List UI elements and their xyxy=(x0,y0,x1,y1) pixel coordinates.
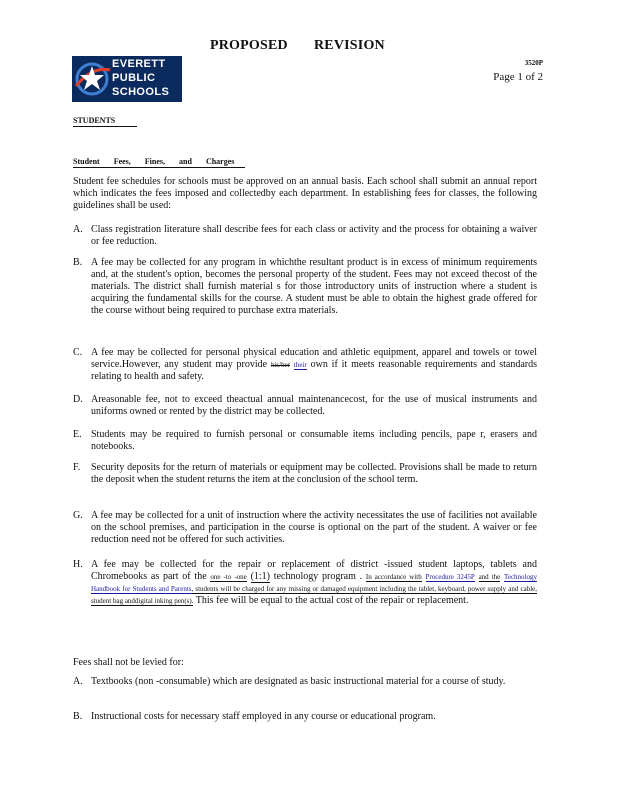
subheading-word: Fines, xyxy=(144,157,166,166)
list-item xyxy=(73,224,537,248)
logo-line-2: PUBLIC xyxy=(112,72,156,84)
item-text xyxy=(91,559,537,607)
item-text: Areasonable fee, not to exceed theactual annual maintenancecost, for the use of musical instruments and uniforms owned or rented by the district may be collected. xyxy=(91,394,537,418)
list-item xyxy=(73,711,537,723)
policy-number: 3520P xyxy=(524,59,543,67)
list-item xyxy=(73,394,537,418)
item-letter: H. xyxy=(73,559,83,570)
logo-line-3: SCHOOLS xyxy=(112,86,170,98)
inserted-text: In accordance with xyxy=(365,573,422,582)
item-letter: C. xyxy=(73,347,83,358)
item-letter: A. xyxy=(73,676,83,687)
subheading xyxy=(73,157,245,168)
item-text: Instructional costs for necessary staff employed in any course or educational program. xyxy=(91,711,436,722)
list-item xyxy=(73,510,537,546)
item-text-part: technology program . xyxy=(270,571,366,583)
list-item xyxy=(73,559,537,607)
item-text: Textbooks (non -consumable) which are designated as basic instructional material for a course of study. xyxy=(91,676,506,687)
item-text: Class registration literature shall describe fees for each class or activity and the process for obtaining a waiver or fee reduction. xyxy=(91,224,537,248)
list-item xyxy=(73,347,537,383)
underlined-text: one -to -one xyxy=(210,573,247,582)
procedure-link[interactable]: Procedure 3245P xyxy=(425,573,475,582)
subheading-word: and xyxy=(179,157,192,166)
inserted-text: and the xyxy=(478,573,501,582)
list-item xyxy=(73,429,537,453)
list-item xyxy=(73,257,537,317)
subheading-word: Student xyxy=(73,157,100,166)
item-text-part: A fee may be collected for the repair or replacement of district -issued student laptops, tablets and Chromebooks as part of the xyxy=(91,559,537,583)
item-letter: A. xyxy=(73,224,83,235)
title-revision: REVISION xyxy=(314,38,385,53)
underlined-text: (1:1) xyxy=(250,571,271,583)
list-item xyxy=(73,676,537,688)
page-number: Page 1 of 2 xyxy=(493,71,543,83)
subheading-word: Charges xyxy=(205,157,235,166)
everett-public-schools-logo xyxy=(72,56,182,102)
intro-paragraph: Student fee schedules for schools must be approved on an annual basis. Each school shall submit an annual report which indicates the fees imposed and collectedby each department. In establishing fees for classes, the following guidelines shall be used: xyxy=(73,176,537,211)
deleted-text: his/her xyxy=(270,361,291,370)
item-letter: G. xyxy=(73,510,83,521)
item-letter: D. xyxy=(73,394,83,405)
star-swoosh-icon xyxy=(72,56,112,102)
list-item xyxy=(73,462,537,486)
item-letter: F. xyxy=(73,462,81,473)
subheading-word: Fees, xyxy=(113,157,131,166)
inserted-text: , students will be charged for any missing or damaged equipment including the tablet, keyboard, power supply and cable, student bag anddigital inking pen(s). xyxy=(91,585,537,606)
item-text: A fee may be collected for any program in whichthe resultant product is in excess of minimum requirements and, at the student's option, becomes the personal property of the student. Fees may not exceed thecost of the materials. The district shall furnish material s for those introductory units of instruction where a student is acquiring the fundamental skills for the course. A student must be able to obtain the highest grade offered for the course without being required to purchase extra materials. xyxy=(91,257,537,317)
item-text: Students may be required to furnish personal or consumable items including pencils, pape r, erasers and notebooks. xyxy=(91,429,537,453)
item-letter: B. xyxy=(73,711,83,722)
technology-handbook-link[interactable]: Technology Handbook for Students and Parents xyxy=(91,573,537,594)
inserted-text: their xyxy=(293,361,307,370)
item-text-part: own if it meets reasonable requirements and standards relating to health and safety. xyxy=(91,359,538,383)
item-text xyxy=(91,347,537,383)
title-proposed: PROPOSED xyxy=(210,38,288,53)
item-text: Security deposits for the return of materials or equipment may be collected. Provisions shall be made to return the deposit when the student returns the item at the conclusion of the school term. xyxy=(91,462,537,486)
item-text-part: A fee may be collected for personal physical education and athletic equipment, apparel and towels or towel service.However, any student may provide xyxy=(91,347,537,371)
item-text-part: This fee will be equal to the actual cost of the repair or replacement. xyxy=(193,595,469,607)
item-letter: B. xyxy=(73,257,83,268)
not-levied-heading: Fees shall not be levied for: xyxy=(73,657,184,668)
section-heading: STUDENTS xyxy=(73,116,137,127)
item-letter: E. xyxy=(73,429,82,440)
item-text: A fee may be collected for a unit of instruction where the activity necessitates the use of facilities not available on the school premises, and participation in the course is optional on the part of the student. A waiver or fee reduction need not be offered for such activities. xyxy=(91,510,537,546)
logo-line-1: EVERETT xyxy=(112,58,166,70)
